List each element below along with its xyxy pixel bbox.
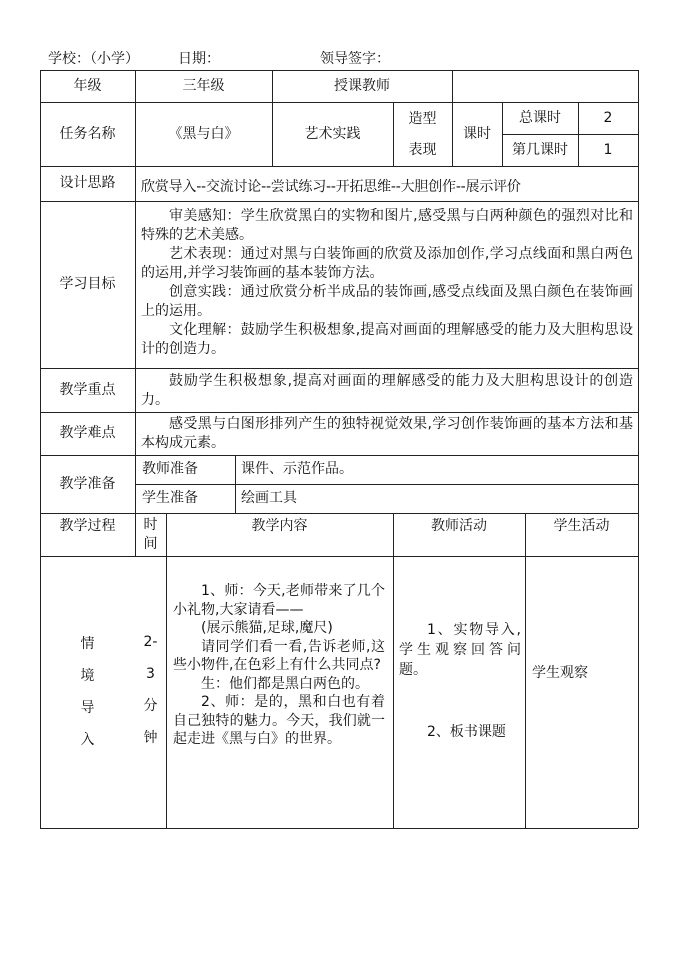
objectives-list: [141, 207, 633, 359]
total-periods-label: 总课时: [519, 109, 561, 126]
student-activity-header: 学生活动: [553, 517, 610, 534]
stage-time-char: 2-: [143, 634, 158, 650]
task-type: [393, 102, 452, 166]
stage-time-char: 钟: [143, 730, 158, 746]
content-paragraph: (展示熊猫,足球,魔尺): [201, 620, 333, 636]
stage-name-char: 入: [80, 732, 95, 748]
which-period-label: 第几课时: [512, 141, 568, 158]
objectives-label: 学习目标: [59, 276, 116, 293]
task-name-label: 任务名称: [59, 125, 116, 142]
content-paragraph: 1、师：今天,老师带来了几个小礼物,大家请看——: [173, 583, 385, 618]
grade-label: 年级: [73, 77, 102, 94]
which-period-value: 1: [603, 141, 613, 158]
difficulty-paragraph: 感受黑与白图形排列产生的独特视觉效果,学习创作装饰画的基本方法和基本构成元素。: [141, 416, 633, 451]
content-header: 教学内容: [251, 517, 308, 534]
content-paragraph: 请同学们看一看,告诉老师,这些小物件,在色彩上有什么共同点?: [173, 638, 385, 673]
date-label: 日期：: [178, 51, 220, 67]
stage-content: [173, 582, 385, 749]
school-label: 学校：（小学）: [48, 51, 139, 67]
teacher-activity-item: 2、板书课题: [427, 724, 506, 740]
task-type-line1: 造型: [408, 111, 437, 127]
stage-name-char: 情: [80, 636, 95, 652]
stage-time: [135, 626, 166, 754]
student-prep-value: 绘画工具: [241, 490, 297, 507]
time-header-line2: 间: [143, 535, 158, 552]
stage-name: [40, 628, 135, 756]
difficulty-text: [141, 415, 633, 453]
stage-time-char: 分: [143, 698, 158, 714]
design-text: 欣赏导入--交流讨论--尝试练习--开拓思维--大胆创作--展示评价: [141, 179, 521, 195]
task-type-line2: 表现: [408, 142, 437, 158]
difficulty-label: 教学难点: [59, 425, 116, 442]
preparation-label: 教学准备: [59, 475, 116, 492]
signature-label: 领导签字：: [320, 51, 390, 67]
time-header: [135, 513, 166, 556]
task-name-value: 《黑与白》: [168, 125, 239, 142]
process-header: 教学过程: [59, 517, 116, 534]
key-point-paragraph: 鼓励学生积极想象,提高对画面的理解感受的能力及大胆构思设计的创造力。: [141, 373, 633, 408]
stage-teacher-activity: [399, 620, 521, 742]
key-point-text: [141, 372, 633, 410]
objective-item: 审美感知：学生欣赏黑白的实物和图片,感受黑与白两种颜色的强烈对比和特殊的艺术美感。: [141, 208, 633, 243]
grade-value: 三年级: [182, 77, 225, 94]
teacher-activity-header: 教师活动: [431, 517, 487, 534]
total-periods-value: 2: [603, 109, 613, 126]
objective-item: 创意实践：通过欣赏分析半成品的装饰画,感受点线面及黑白颜色在装饰画上的运用。: [141, 284, 633, 319]
stage-name-char: 境: [80, 668, 95, 684]
content-paragraph: 生：他们都是黑白两色的。: [201, 675, 369, 692]
stage-time-char: 3: [146, 666, 155, 682]
design-label: 设计思路: [59, 175, 116, 192]
teacher-prep-label: 教师准备: [142, 461, 198, 478]
objective-item: 艺术表现：通过对黑与白装饰画的欣赏及添加创作,学习点线面和黑白两色的运用,并学习装饰画的基本装饰方法。: [141, 246, 633, 281]
time-header-line1: 时: [143, 516, 158, 533]
teacher-activity-item: 1、实物导入,学生观察回答问题。: [399, 622, 521, 678]
stage-name-char: 导: [80, 700, 95, 716]
key-point-label: 教学重点: [59, 381, 116, 398]
teacher-prep-value: 课件、示范作品。: [241, 461, 353, 478]
student-prep-label: 学生准备: [142, 490, 198, 507]
teacher-value: [452, 70, 638, 102]
objective-item: 文化理解：鼓励学生积极想象,提高对画面的理解感受的能力及大胆构思设计的创造力。: [141, 322, 633, 357]
stage-student-activity: 学生观察: [532, 665, 588, 681]
content-paragraph: 2、师：是的，黑和白也有着自己独特的魅力。今天，我们就一起走进《黑与白》的世界。: [173, 694, 385, 747]
task-field: 艺术实践: [304, 125, 361, 142]
teacher-label: 授课教师: [334, 77, 390, 94]
period-label: 课时: [463, 125, 491, 142]
